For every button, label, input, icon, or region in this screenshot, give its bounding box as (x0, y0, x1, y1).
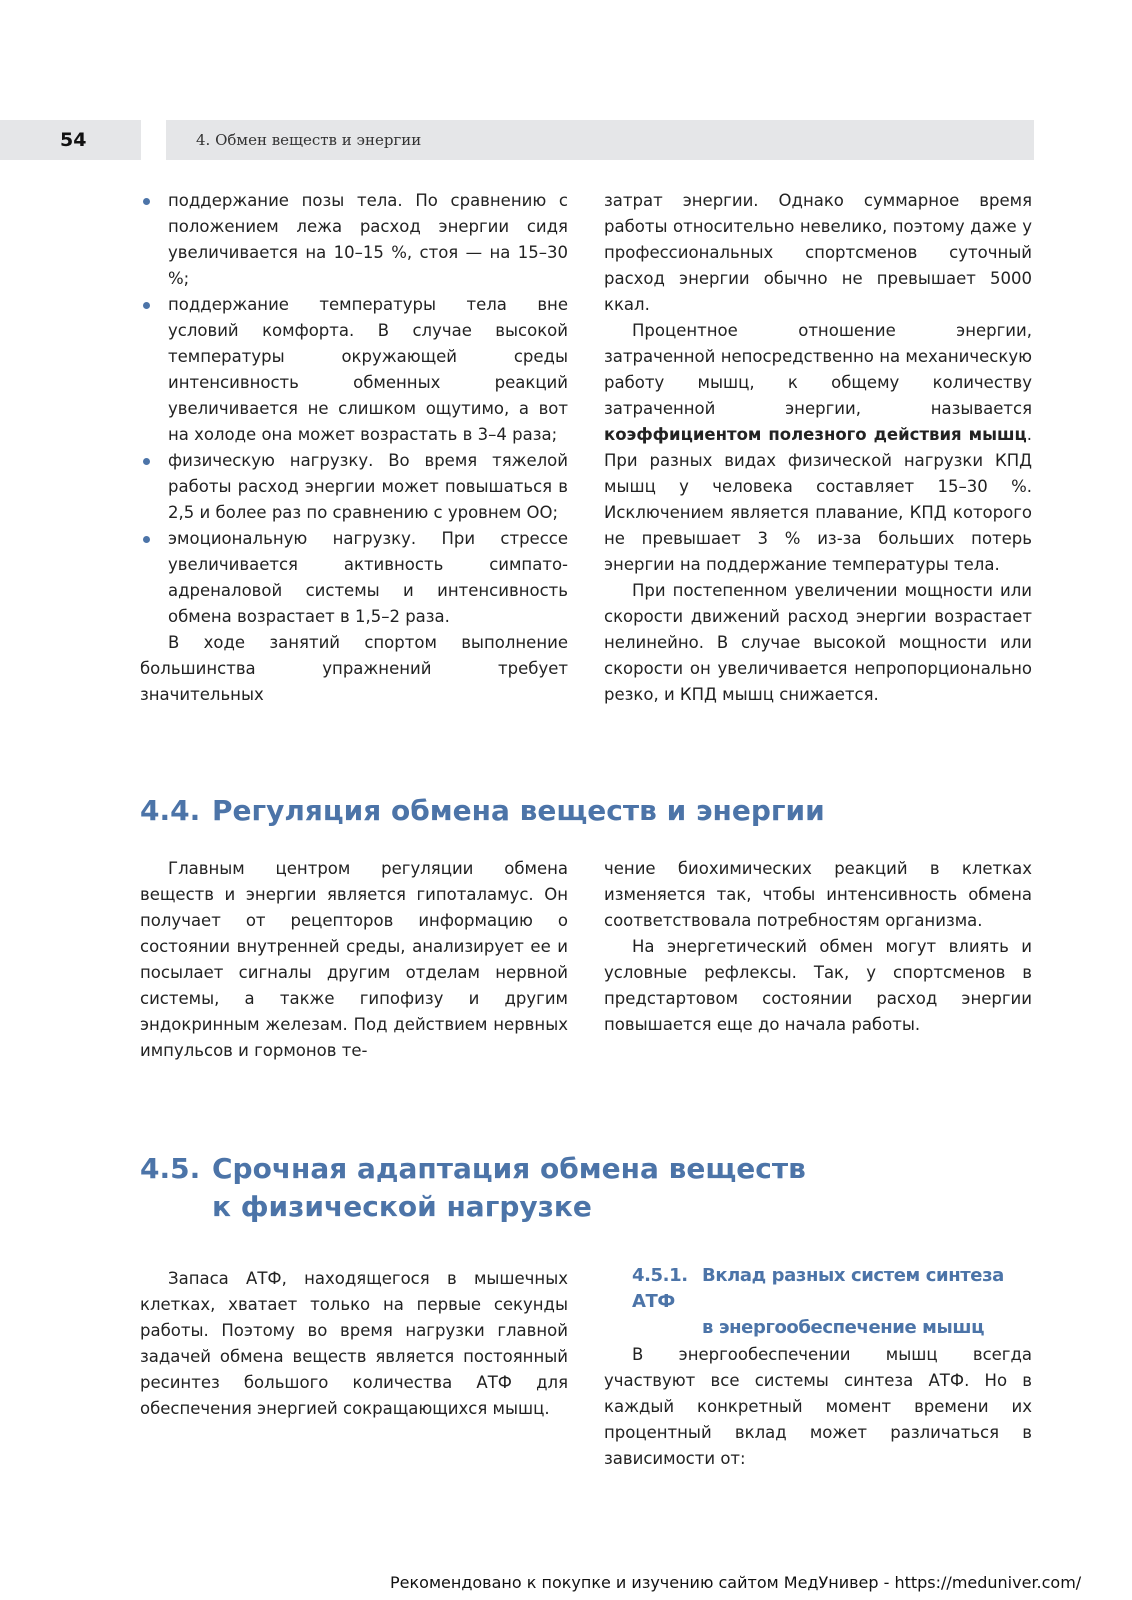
paragraph: чение биохимических реакций в клетках изменяется так, чтобы интенсивность обмена соответствовала потребностям организма. (604, 859, 1032, 930)
top-left-column (140, 188, 568, 708)
kpd-term: коэффициентом полезного действия мышц (604, 425, 1027, 444)
list-item: поддержание температуры тела вне условий комфорта. В случае высокой температуры окружающей среды интенсивность обменных реакций увеличивается не слишком ощутимо, а вот на холоде она может возрастать в 3–4 раза; (140, 292, 568, 448)
paragraph: На энергетический обмен могут влиять и условные рефлексы. Так, у спортсменов в предстартовом состоянии расход энергии повышается еще до начала работы. (604, 937, 1032, 1034)
section-title-line2: к физической нагрузке (212, 1190, 592, 1223)
section-number: 4.5. (140, 1152, 201, 1185)
kpd-text-after: . При разных видах физической нагрузки КПД мышц у человека составляет 15–30 %. Исключением является плавание, КПД которого не превышает 3 % из-за больших потерь энергии на поддержание температуры тела. (604, 425, 1032, 574)
list-item: поддержание позы тела. По сравнению с положением лежа расход энергии сидя увеличивается на 10–15 %, стоя — на 15–30 %; (140, 188, 568, 292)
paragraph-kpd (604, 318, 1032, 578)
footer-recommendation: Рекомендовано к покупке и изучению сайтом МедУнивер - https://meduniver.com/ (390, 1573, 1082, 1592)
paragraph: Главным центром регуляции обмена веществ и энергии является гипоталамус. Он получает от рецепторов информацию о состоянии внутренней среды, анализирует ее и посылает сигналы другим отделам нервной системы, а также гипофизу и другим эндокринным железам. Под действием нервных импульсов и гормонов те- (140, 859, 568, 1060)
page-number: 54 (0, 120, 141, 160)
energy-factors-list (140, 188, 568, 630)
section-4-5-1-right-column (604, 1342, 1032, 1472)
subsection-heading-4-5-1 (632, 1263, 1032, 1341)
paragraph: Запаса АТФ, находящегося в мышечных клетках, хватает только на первые секунды работы. Поэтому во время нагрузки главной задачей обмена веществ является постоянный ресинтез большого количества АТФ для обеспечения энергией сокращающихся мышц. (140, 1269, 568, 1418)
subsection-title-line2: в энергообеспечение мышц (702, 1317, 985, 1338)
subsection-number: 4.5.1. (632, 1265, 688, 1286)
list-item: физическую нагрузку. Во время тяжелой работы расход энергии может повышаться в 2,5 и более раз по сравнению с уровнем ОО; (140, 448, 568, 526)
subsection-title-line1: Вклад разных систем синтеза АТФ (632, 1265, 1004, 1312)
running-header-chapter-title: 4. Обмен веществ и энергии (166, 120, 1034, 160)
paragraph: При постепенном увеличении мощности или скорости движений расход энергии возрастает нелинейно. В случае высокой мощности или скорости он увеличивается непропорционально резко, и КПД мышц снижается. (604, 581, 1032, 704)
section-4-4-left-column (140, 856, 568, 1064)
section-heading-4-4 (140, 792, 825, 830)
paragraph: В ходе занятий спортом выполнение большинства упражнений требует значительных (140, 633, 568, 704)
list-item: эмоциональную нагрузку. При стрессе увеличивается активность симпато-адреналовой системы и интенсивность обмена возрастает в 1,5–2 раза. (140, 526, 568, 630)
section-title-line1: Срочная адаптация обмена веществ (212, 1152, 806, 1185)
section-4-4-right-column (604, 856, 1032, 1038)
paragraph: В энергообеспечении мышц всегда участвуют все системы синтеза АТФ. Но в каждый конкретный момент времени их процентный вклад может различаться в зависимости от: (604, 1345, 1032, 1468)
section-heading-4-5 (140, 1150, 806, 1226)
kpd-text-before: Процентное отношение энергии, затраченной непосредственно на механическую работу мышц, к общему количеству затраченной энергии, называется (604, 321, 1032, 418)
section-number: 4.4. (140, 794, 201, 827)
section-4-5-left-column (140, 1266, 568, 1422)
top-right-column (604, 188, 1032, 708)
section-title: Регуляция обмена веществ и энергии (212, 794, 825, 827)
paragraph: затрат энергии. Однако суммарное время работы относительно невелико, поэтому даже у профессиональных спортсменов суточный расход энергии обычно не превышает 5000 ккал. (604, 191, 1032, 314)
